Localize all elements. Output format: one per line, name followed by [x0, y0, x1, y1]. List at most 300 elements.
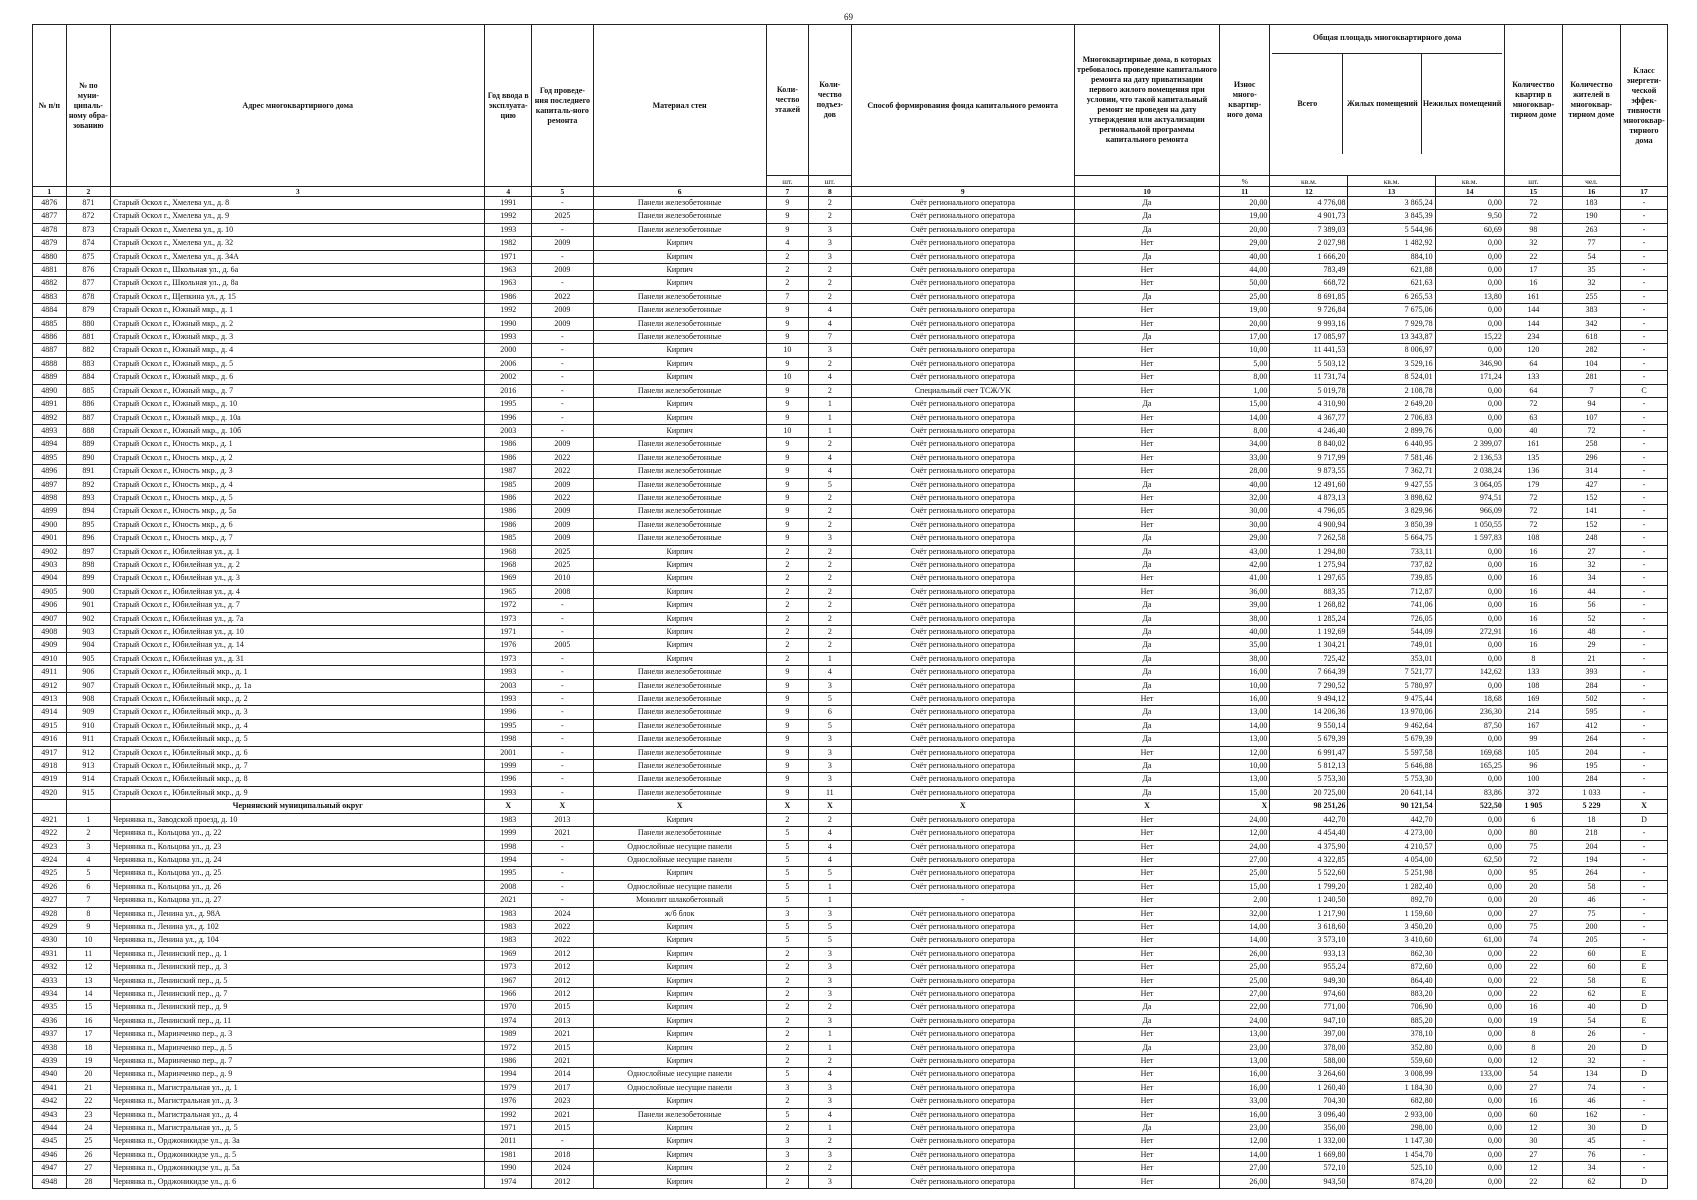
table-cell: 107 [1562, 411, 1620, 424]
table-cell: 75 [1562, 907, 1620, 920]
table-cell: 5 679,39 [1348, 733, 1435, 746]
table-cell: 588,00 [1270, 1055, 1348, 1068]
table-cell: - [1620, 558, 1667, 571]
table-cell: 1967 [485, 974, 532, 987]
table-cell: 32 [1562, 558, 1620, 571]
table-row [33, 558, 1668, 571]
table-cell: 38,00 [1220, 612, 1270, 625]
table-cell: 2022 [532, 920, 593, 933]
table-cell: 16 [1504, 1095, 1562, 1108]
table-cell: 22 [1504, 961, 1562, 974]
table-cell: 864,40 [1348, 974, 1435, 987]
table-cell: 27 [66, 1162, 111, 1175]
column-number: 7 [766, 187, 808, 197]
table-row [33, 773, 1668, 786]
table-cell: 27 [1562, 545, 1620, 558]
table-cell: 2000 [485, 344, 532, 357]
table-cell: 9 [766, 773, 808, 786]
table-cell: 98 251,26 [1270, 800, 1348, 813]
table-cell: Старый Оскол г., Южный мкр., д. 10 [111, 398, 485, 411]
table-cell: Нет [1074, 451, 1219, 464]
table-cell: 2003 [485, 679, 532, 692]
table-cell: 1 294,80 [1270, 545, 1348, 558]
table-cell: 75 [1504, 840, 1562, 853]
table-cell: 2025 [532, 210, 593, 223]
table-row [33, 532, 1668, 545]
table-cell: Счёт регионального оператора [851, 532, 1074, 545]
table-cell: Счёт регионального оператора [851, 639, 1074, 652]
table-row [33, 1081, 1668, 1094]
table-cell: 2 108,78 [1348, 384, 1435, 397]
table-cell: 72 [1562, 424, 1620, 437]
table-cell: 61,00 [1435, 934, 1504, 947]
table-cell: 0,00 [1435, 840, 1504, 853]
table-cell: - [1620, 197, 1667, 210]
table-cell: - [1620, 1108, 1667, 1121]
table-cell: Панели железобетонные [593, 773, 766, 786]
table-cell: 914 [66, 773, 111, 786]
table-cell: 9 [766, 478, 808, 491]
table-cell: 0,00 [1435, 1122, 1504, 1135]
table-cell: Счёт регионального оператора [851, 1001, 1074, 1014]
table-cell: 7 [66, 894, 111, 907]
table-cell: - [1620, 1055, 1667, 1068]
table-cell: Нет [1074, 1028, 1219, 1041]
table-cell: Счёт регионального оператора [851, 612, 1074, 625]
column-number: 3 [111, 187, 485, 197]
column-number: 14 [1435, 187, 1504, 197]
table-cell: 878 [66, 290, 111, 303]
table-cell: 22,00 [1220, 1001, 1270, 1014]
table-row [33, 934, 1668, 947]
table-cell: Старый Оскол г., Юность мкр., д. 6 [111, 518, 485, 531]
table-cell: 40 [1562, 1001, 1620, 1014]
column-number: 10 [1074, 187, 1219, 197]
table-cell: 9 [766, 331, 808, 344]
table-cell: 3 [809, 250, 851, 263]
table-cell: Счёт регионального оператора [851, 344, 1074, 357]
table-cell: 9 [766, 760, 808, 773]
table-cell: 0,00 [1435, 1175, 1504, 1188]
table-cell: 234 [1504, 331, 1562, 344]
table-cell: Старый Оскол г., Щепкина ул., д. 15 [111, 290, 485, 303]
table-cell: Старый Оскол г., Юбилейная ул., д. 1 [111, 545, 485, 558]
table-cell: 1 [809, 411, 851, 424]
table-cell: 76 [1562, 1148, 1620, 1161]
table-row [33, 210, 1668, 223]
table-cell: Да [1074, 626, 1219, 639]
table-cell: 200 [1562, 920, 1620, 933]
table-cell: Нет [1074, 1068, 1219, 1081]
table-cell: 7 664,39 [1270, 666, 1348, 679]
table-cell: Нет [1074, 1162, 1219, 1175]
table-cell: - [532, 626, 593, 639]
table-cell: 4937 [33, 1028, 67, 1041]
table-cell: Чернянка п., Магистральная ул., д. 5 [111, 1122, 485, 1135]
table-cell: - [1620, 505, 1667, 518]
table-cell: Счёт регионального оператора [851, 1028, 1074, 1041]
table-cell: 5 544,96 [1348, 223, 1435, 236]
table-cell: 3 [809, 344, 851, 357]
table-cell: 2021 [532, 1055, 593, 1068]
table-row [33, 1001, 1668, 1014]
table-cell: 13,80 [1435, 290, 1504, 303]
table-cell: 13,00 [1220, 1028, 1270, 1041]
table-cell: 0,00 [1435, 652, 1504, 665]
table-cell: 7 675,06 [1348, 304, 1435, 317]
table-cell: 0,00 [1435, 1081, 1504, 1094]
table-cell: 9 [766, 317, 808, 330]
table-cell: 8 [1504, 652, 1562, 665]
table-cell: 72 [1504, 853, 1562, 866]
table-cell: Кирпич [593, 1055, 766, 1068]
table-cell: X [809, 800, 851, 813]
table-cell: 2008 [485, 880, 532, 893]
table-cell: - [1620, 853, 1667, 866]
table-cell: 35,00 [1220, 639, 1270, 652]
table-row [33, 693, 1668, 706]
table-cell: 943,50 [1270, 1175, 1348, 1188]
table-cell: 165,25 [1435, 760, 1504, 773]
table-cell: 4 776,08 [1270, 197, 1348, 210]
table-cell: 195 [1562, 760, 1620, 773]
table-cell: 889 [66, 438, 111, 451]
table-cell: 4881 [33, 264, 67, 277]
table-cell: 9 [766, 706, 808, 719]
table-cell: E [1620, 1014, 1667, 1027]
table-cell: 1986 [485, 290, 532, 303]
table-cell: 60 [1562, 947, 1620, 960]
table-cell: 2013 [532, 1014, 593, 1027]
table-cell: Нет [1074, 491, 1219, 504]
table-cell: - [1620, 706, 1667, 719]
table-cell: 4883 [33, 290, 67, 303]
table-cell: Старый Оскол г., Хмелева ул., д. 34А [111, 250, 485, 263]
table-cell: Да [1074, 719, 1219, 732]
table-row [33, 505, 1668, 518]
table-cell: 888 [66, 424, 111, 437]
table-cell: 4920 [33, 786, 67, 799]
table-cell: Кирпич [593, 612, 766, 625]
table-cell: 0,00 [1435, 961, 1504, 974]
table-cell: 2 [766, 987, 808, 1000]
table-cell: - [532, 398, 593, 411]
table-cell: 2 [766, 250, 808, 263]
page-number: 69 [844, 12, 853, 22]
table-cell: 911 [66, 733, 111, 746]
table-cell: 1 [809, 880, 851, 893]
table-cell: Специальный счет ТСЖ/УК [851, 384, 1074, 397]
table-cell: Чернянка п., Кольцова ул., д. 23 [111, 840, 485, 853]
table-cell: 1998 [485, 733, 532, 746]
column-number-row [33, 187, 1668, 197]
table-cell: 5 [766, 934, 808, 947]
table-cell: - [1620, 545, 1667, 558]
table-cell: 120 [1504, 344, 1562, 357]
table-cell: 9 [766, 491, 808, 504]
table-cell: 2 [766, 1055, 808, 1068]
table-cell: - [1620, 264, 1667, 277]
table-cell: 1979 [485, 1081, 532, 1094]
table-cell: 204 [1562, 840, 1620, 853]
table-cell: 913 [66, 760, 111, 773]
table-cell: Счёт регионального оператора [851, 1095, 1074, 1108]
table-cell: Счёт регионального оператора [851, 304, 1074, 317]
table-row [33, 961, 1668, 974]
table-cell: 0,00 [1435, 572, 1504, 585]
table-row [33, 1095, 1668, 1108]
table-cell: 20 [1504, 894, 1562, 907]
table-cell [66, 800, 111, 813]
table-cell: 397,00 [1270, 1028, 1348, 1041]
section-row [33, 800, 1668, 813]
header-area-group-label: Общая площадь многоквартирного дома [1272, 25, 1502, 54]
table-cell: 3 [809, 1014, 851, 1027]
table-cell: Старый Оскол г., Хмелева ул., д. 8 [111, 197, 485, 210]
header-col17: Класс энергети-ческой эффек-тивности многоквар-тирного дома [1620, 25, 1667, 187]
table-cell: 883,20 [1348, 987, 1435, 1000]
table-cell: 7 262,58 [1270, 532, 1348, 545]
table-cell: - [532, 424, 593, 437]
table-cell: 16 [1504, 558, 1562, 571]
table-cell: 90 121,54 [1348, 800, 1435, 813]
table-cell: 885,20 [1348, 1014, 1435, 1027]
table-row [33, 1135, 1668, 1148]
table-cell: Счёт регионального оператора [851, 264, 1074, 277]
table-cell: - [1620, 344, 1667, 357]
table-cell: 902 [66, 612, 111, 625]
table-cell: 4 454,40 [1270, 827, 1348, 840]
table-cell: 884,10 [1348, 250, 1435, 263]
table-cell: 4901 [33, 532, 67, 545]
table-cell: 1971 [485, 250, 532, 263]
table-cell: 2 [766, 1014, 808, 1027]
column-number: 5 [532, 187, 593, 197]
table-cell: Счёт регионального оператора [851, 1041, 1074, 1054]
table-row [33, 786, 1668, 799]
table-cell: Счёт регионального оператора [851, 1148, 1074, 1161]
table-cell: 621,88 [1348, 264, 1435, 277]
table-cell: - [532, 652, 593, 665]
table-cell: 24,00 [1220, 813, 1270, 826]
table-cell: Кирпич [593, 974, 766, 987]
table-cell: Старый Оскол г., Юбилейная ул., д. 4 [111, 585, 485, 598]
table-cell: Счёт регионального оператора [851, 250, 1074, 263]
table-cell: 144 [1504, 317, 1562, 330]
table-cell: 0,00 [1435, 585, 1504, 598]
table-cell: 4917 [33, 746, 67, 759]
table-cell: 2009 [532, 264, 593, 277]
table-row [33, 746, 1668, 759]
table-cell: 1 217,90 [1270, 907, 1348, 920]
table-cell: 378,10 [1348, 1028, 1435, 1041]
table-cell: Старый Оскол г., Юность мкр., д. 1 [111, 438, 485, 451]
table-cell: Чернянка п., Ленинский пер., д. 7 [111, 987, 485, 1000]
table-cell: Счёт регионального оператора [851, 424, 1074, 437]
table-cell: 883,35 [1270, 585, 1348, 598]
table-cell: Нет [1074, 947, 1219, 960]
table-cell: 897 [66, 545, 111, 558]
table-cell: 4898 [33, 491, 67, 504]
table-cell: 9 [66, 920, 111, 933]
table-cell: Старый Оскол г., Южный мкр., д. 7 [111, 384, 485, 397]
table-cell: 23 [66, 1108, 111, 1121]
table-cell: 38,00 [1220, 652, 1270, 665]
table-cell: 3 096,40 [1270, 1108, 1348, 1121]
table-cell: 2009 [532, 532, 593, 545]
table-cell: Да [1074, 1001, 1219, 1014]
table-cell: 2 [766, 639, 808, 652]
table-cell: - [1620, 277, 1667, 290]
table-cell: - [1620, 652, 1667, 665]
table-cell: 3 264,60 [1270, 1068, 1348, 1081]
table-cell: 16,00 [1220, 693, 1270, 706]
table-cell: 0,00 [1435, 197, 1504, 210]
table-cell: 0,00 [1435, 1028, 1504, 1041]
table-cell: 0,00 [1435, 398, 1504, 411]
table-cell: - [1620, 1148, 1667, 1161]
table-cell: 4899 [33, 505, 67, 518]
table-cell: Чернянка п., Кольцова ул., д. 25 [111, 867, 485, 880]
table-cell: 9 [766, 719, 808, 732]
table-cell: - [532, 197, 593, 210]
table-cell: 3 [809, 974, 851, 987]
table-cell: 1994 [485, 1068, 532, 1081]
table-cell: Кирпич [593, 1135, 766, 1148]
table-cell: 281 [1562, 371, 1620, 384]
table-cell: - [1620, 827, 1667, 840]
table-cell: 4885 [33, 317, 67, 330]
table-cell: Счёт регионального оператора [851, 974, 1074, 987]
table-cell: 1966 [485, 987, 532, 1000]
table-cell: 255 [1562, 290, 1620, 303]
table-cell: D [1620, 1175, 1667, 1188]
table-cell: Нет [1074, 384, 1219, 397]
table-cell: 32 [1562, 1055, 1620, 1068]
table-cell: Кирпич [593, 424, 766, 437]
table-cell: 900 [66, 585, 111, 598]
table-cell: 167 [1504, 719, 1562, 732]
table-cell: Панели железобетонные [593, 491, 766, 504]
table-cell: 872 [66, 210, 111, 223]
table-cell: 0,00 [1435, 733, 1504, 746]
table-cell: 9 [766, 357, 808, 370]
table-cell: 2 399,07 [1435, 438, 1504, 451]
table-cell: 4916 [33, 733, 67, 746]
table-cell: 2021 [532, 827, 593, 840]
table-cell: 0,00 [1435, 1148, 1504, 1161]
table-cell: 442,70 [1270, 813, 1348, 826]
table-cell: - [1620, 920, 1667, 933]
table-cell: - [1620, 465, 1667, 478]
table-cell: 11 [809, 786, 851, 799]
table-cell: 15 [66, 1001, 111, 1014]
table-cell: 3 618,60 [1270, 920, 1348, 933]
table-cell: 5 [766, 1108, 808, 1121]
table-cell: 2 [809, 210, 851, 223]
table-cell: Да [1074, 786, 1219, 799]
table-cell: 3 [809, 907, 851, 920]
table-cell: 3 [766, 1081, 808, 1094]
table-cell: 1 240,50 [1270, 894, 1348, 907]
table-cell: 6 [1504, 813, 1562, 826]
table-cell: 2 [809, 518, 851, 531]
table-cell: 63 [1504, 411, 1562, 424]
table-cell: 13,00 [1220, 1055, 1270, 1068]
table-cell: 346,90 [1435, 357, 1504, 370]
table-cell: 949,30 [1270, 974, 1348, 987]
table-cell: 0,00 [1435, 317, 1504, 330]
table-cell: X [485, 800, 532, 813]
table-cell: Счёт регионального оператора [851, 719, 1074, 732]
table-cell: 0,00 [1435, 1108, 1504, 1121]
table-cell: 4 [809, 371, 851, 384]
table-cell: 892,70 [1348, 894, 1435, 907]
table-cell: - [1620, 894, 1667, 907]
table-cell: Кирпич [593, 371, 766, 384]
table-cell: 4 246,40 [1270, 424, 1348, 437]
table-cell: 7 362,71 [1348, 465, 1435, 478]
table-cell: 1993 [485, 666, 532, 679]
table-cell: 20,00 [1220, 197, 1270, 210]
table-cell: 1974 [485, 1014, 532, 1027]
table-cell: 966,09 [1435, 505, 1504, 518]
table-cell: 7 929,78 [1348, 317, 1435, 330]
table-cell: 26,00 [1220, 1175, 1270, 1188]
table-cell: 8 006,97 [1348, 344, 1435, 357]
table-cell: Панели железобетонные [593, 451, 766, 464]
table-cell: 3 [809, 746, 851, 759]
table-cell: D [1620, 813, 1667, 826]
table-cell: 4924 [33, 853, 67, 866]
table-cell: 2015 [532, 1122, 593, 1135]
table-cell: 95 [1504, 867, 1562, 880]
table-cell: 3 008,99 [1348, 1068, 1435, 1081]
table-cell: 162 [1562, 1108, 1620, 1121]
table-cell: 15,00 [1220, 880, 1270, 893]
table-row [33, 424, 1668, 437]
table-cell: 62,50 [1435, 853, 1504, 866]
table-cell: 4910 [33, 652, 67, 665]
table-cell: Счёт регионального оператора [851, 331, 1074, 344]
header-col11: Износ много-квартир-ного дома [1220, 25, 1270, 176]
column-number: 16 [1562, 187, 1620, 197]
table-cell: 25,00 [1220, 974, 1270, 987]
table-cell: 30,00 [1220, 505, 1270, 518]
table-cell: Чернянка п., Орджоникидзе ул., д. 5 [111, 1148, 485, 1161]
table-cell: 43,00 [1220, 545, 1270, 558]
table-cell: - [532, 411, 593, 424]
table-cell: Панели железобетонные [593, 760, 766, 773]
table-cell: 0,00 [1435, 1162, 1504, 1175]
table-cell: 179 [1504, 478, 1562, 491]
table-cell: 2011 [485, 1135, 532, 1148]
table-cell: - [1620, 357, 1667, 370]
table-cell: Панели железобетонные [593, 706, 766, 719]
table-cell: Счёт регионального оператора [851, 773, 1074, 786]
table-cell: Счёт регионального оператора [851, 585, 1074, 598]
table-cell: Счёт регионального оператора [851, 290, 1074, 303]
table-cell: 144 [1504, 304, 1562, 317]
table-cell: Чернянка п., Кольцова ул., д. 22 [111, 827, 485, 840]
table-cell: - [1620, 411, 1667, 424]
table-cell: 2 [766, 813, 808, 826]
table-cell: Чернянка п., Ленинский пер., д. 5 [111, 974, 485, 987]
table-cell: 3 [809, 1081, 851, 1094]
table-cell: 1973 [485, 961, 532, 974]
table-cell: X [593, 800, 766, 813]
table-cell: Панели железобетонные [593, 223, 766, 236]
